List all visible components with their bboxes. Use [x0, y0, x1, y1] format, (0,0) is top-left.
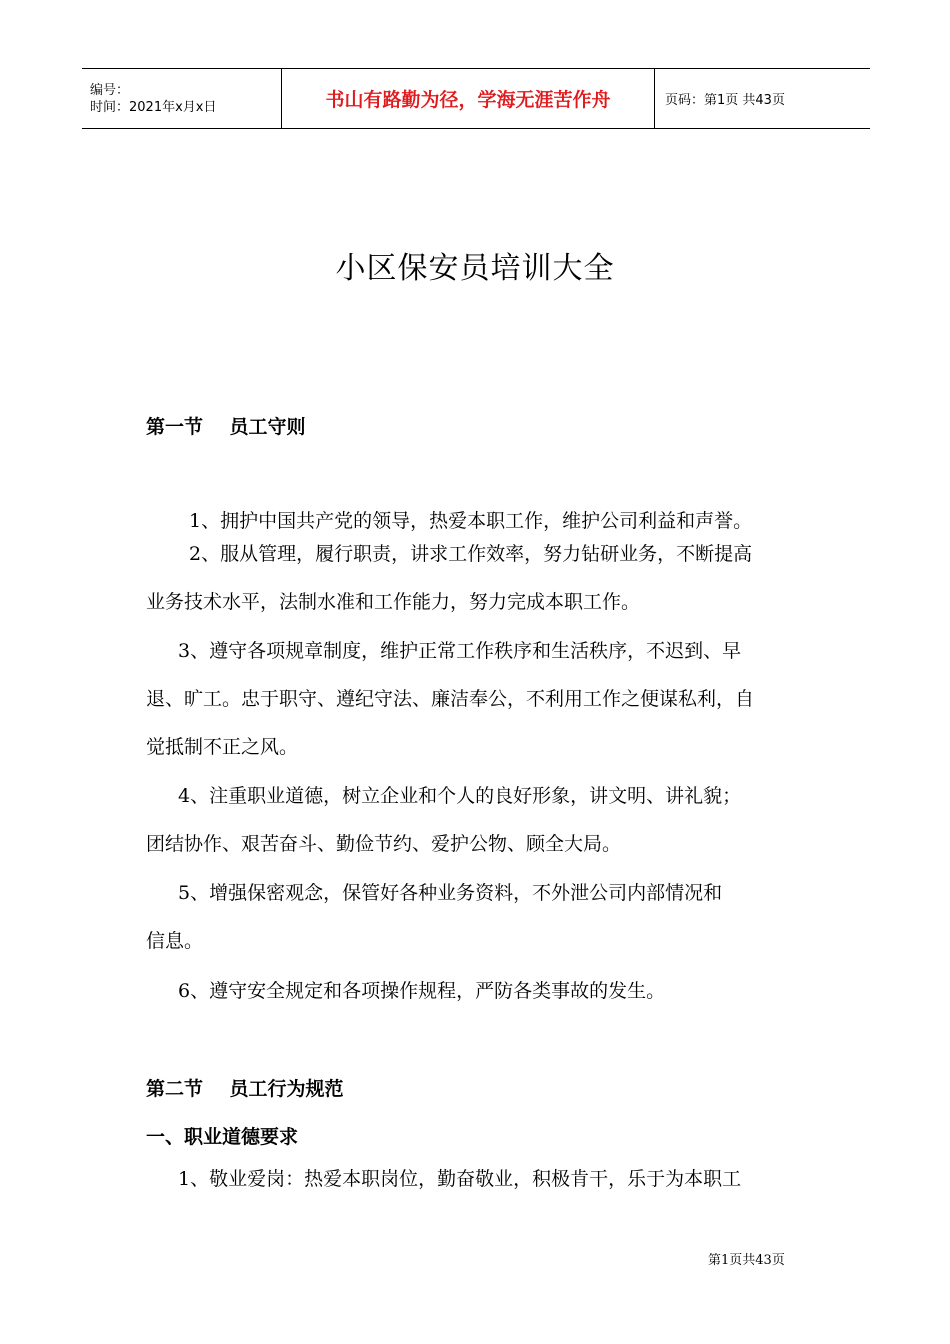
- page-footer: 第1页共43页: [708, 1253, 785, 1268]
- document-title: 小区保安员培训大全: [335, 251, 615, 286]
- document-number-label: 编号：: [90, 82, 130, 98]
- rule-paragraph-6: [146, 967, 810, 1015]
- rule-line: 信息。: [146, 930, 204, 952]
- header-page-info: 页码：第1页 共43页: [665, 93, 785, 108]
- rule-line: 1、敬业爱岗：热爱本职岗位，勤奋敬业，积极肯干，乐于为本职工: [178, 1168, 742, 1190]
- subsection-heading: 一、职业道德要求: [146, 1126, 299, 1148]
- header-motto-cell: [282, 69, 655, 128]
- rule-line: 业务技术水平，法制水准和工作能力，努力完成本职工作。: [146, 591, 641, 613]
- rule-paragraph-3: [146, 627, 810, 771]
- rule-line: 3、遵守各项规章制度，维护正常工作秩序和生活秩序，不迟到、早: [178, 640, 742, 662]
- rule-line: 退、旷工。忠于职守、遵纪守法、廉洁奉公，不利用工作之便谋私利，自: [146, 688, 755, 710]
- header-motto: 书山有路勤为径，学海无涯苦作舟: [325, 89, 611, 111]
- rule-line: 4、注重职业道德，树立企业和个人的良好形象，讲文明、讲礼貌；: [178, 785, 742, 807]
- rule-paragraph-4: [146, 772, 810, 868]
- section-heading-2: 第二节 员工行为规范: [146, 1078, 344, 1100]
- document-time-label: 时间：2021年x月x日: [90, 99, 217, 115]
- rule-line: 6、遵守安全规定和各项操作规程，严防各类事故的发生。: [178, 980, 666, 1002]
- rule-line: 2、服从管理，履行职责，讲求工作效率，努力钻研业务，不断提高: [189, 543, 753, 565]
- rule-paragraph-5: [146, 869, 810, 965]
- header-table: [82, 68, 870, 129]
- rule-line: 觉抵制不正之风。: [146, 736, 299, 758]
- behavior-paragraph-1: [146, 1155, 810, 1203]
- rule-paragraph-2: [146, 530, 810, 626]
- header-page-cell: [655, 69, 870, 128]
- rule-line: 5、增强保密观念，保管好各种业务资料，不外泄公司内部情况和: [178, 882, 723, 904]
- rule-line: 1、拥护中国共产党的领导，热爱本职工作，维护公司利益和声誉。: [189, 510, 753, 532]
- section-heading-1: 第一节 员工守则: [146, 416, 306, 438]
- header-meta-cell: [82, 69, 282, 128]
- rule-line: 团结协作、艰苦奋斗、勤俭节约、爱护公物、顾全大局。: [146, 833, 622, 855]
